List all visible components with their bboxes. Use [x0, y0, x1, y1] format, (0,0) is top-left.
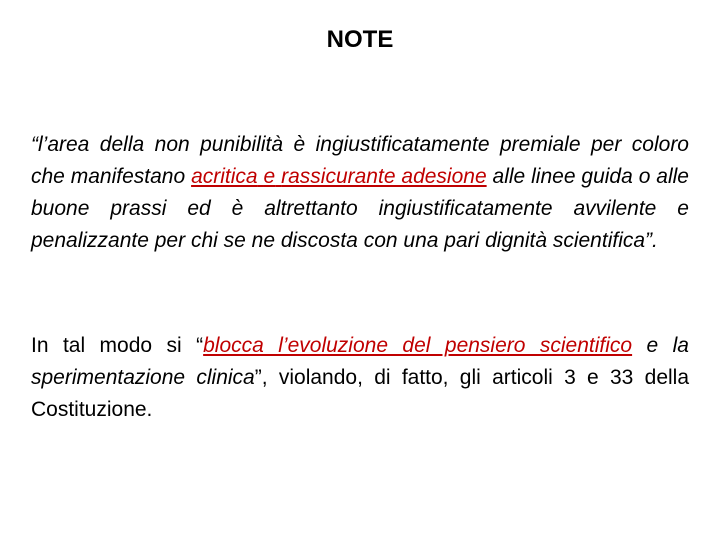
quote-text-start: “l’area della non punibilità è ingiustificatamente premiale per coloro che manifestano: [31, 133, 689, 188]
quote-text-end: alle linee guida o alle buone prassi ed è altrettanto ingiustificatamente avvilente e penalizzante per chi se ne discosta con una pari dignità scientifica”.: [31, 165, 689, 252]
quote-paragraph: [31, 129, 689, 257]
commentary-paragraph: [31, 330, 689, 426]
highlight-acritica: acritica: [191, 165, 258, 188]
commentary-text-start: In tal modo si “: [31, 334, 204, 357]
highlight-e: e: [263, 165, 276, 188]
commentary-italic-text: e la sperimentazione clinica: [31, 334, 689, 389]
highlight-rassicurante-adesione: rassicurante adesione: [281, 165, 487, 188]
slide-title: NOTE: [326, 26, 394, 53]
commentary-text-end: ”, violando, di fatto, gli articoli 3 e 33 della Costituzione.: [31, 366, 690, 421]
highlight-blocca-evoluzione: blocca l’evoluzione del pensiero scientifico: [203, 334, 633, 357]
